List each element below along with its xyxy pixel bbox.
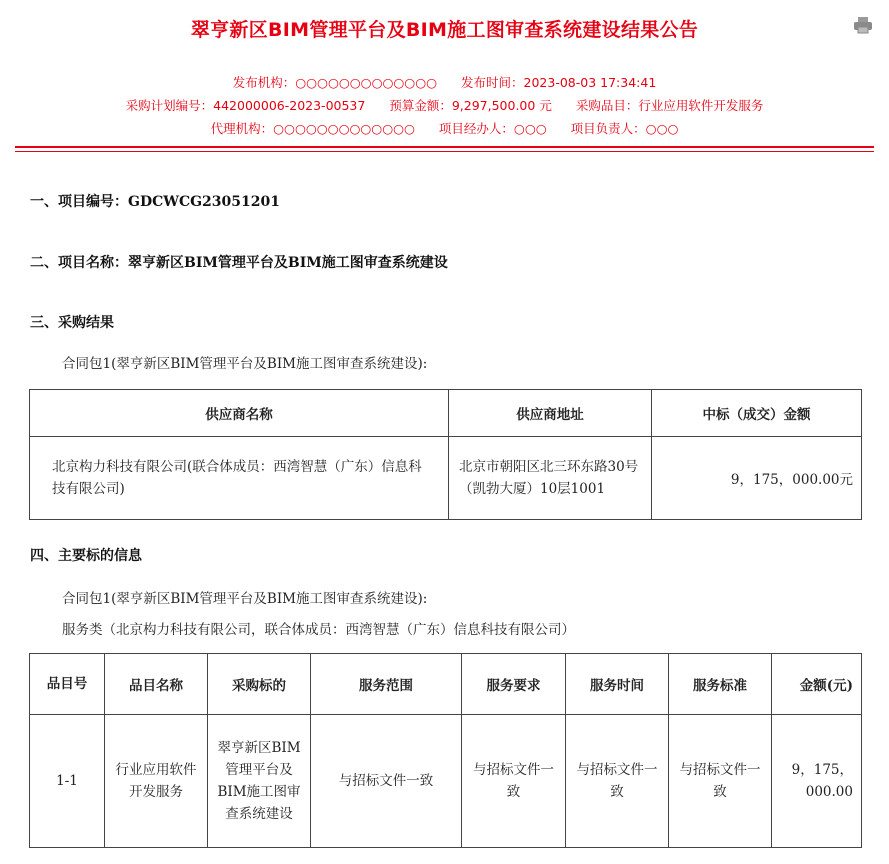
printer-icon[interactable] bbox=[853, 16, 873, 34]
item-time-cell: 与招标文件一致 bbox=[566, 715, 669, 848]
meta-row-2 bbox=[0, 96, 889, 114]
meta-row-1 bbox=[0, 73, 889, 91]
header-divider-thin bbox=[15, 151, 874, 152]
section-project-name: 二、项目名称：翠亨新区BIM管理平台及BIM施工图审查系统建设 bbox=[30, 255, 448, 271]
table-row bbox=[30, 715, 862, 848]
budget-info: 预算金额：9,297,500.00 元 bbox=[389, 98, 552, 113]
publisher-info: 发布机构：○○○○○○○○○○○○○ bbox=[232, 75, 438, 90]
table-header-row bbox=[30, 654, 862, 715]
header-item-name: 品目名称 bbox=[105, 654, 208, 715]
section-project-no: 一、项目编号：GDCWCG23051201 bbox=[30, 194, 280, 210]
page-title: 翠亨新区BIM管理平台及BIM施工图审查系统建设结果公告 bbox=[190, 19, 699, 41]
header-standard: 服务标准 bbox=[669, 654, 772, 715]
owner-info: 项目负责人：○○○ bbox=[570, 121, 679, 136]
header-requirement: 服务要求 bbox=[462, 654, 566, 715]
publish-time-info: 发布时间：2023-08-03 17:34:41 bbox=[461, 75, 657, 90]
section-main-items: 四、主要标的信息 bbox=[30, 548, 142, 564]
header-divider bbox=[15, 146, 874, 148]
header-target: 采购标的 bbox=[208, 654, 311, 715]
section-result: 三、采购结果 bbox=[30, 315, 114, 331]
items-package-label: 合同包1(翠亨新区BIM管理平台及BIM施工图审查系统建设): bbox=[62, 591, 428, 607]
item-standard-cell: 与招标文件一致 bbox=[669, 715, 772, 848]
item-category-info: 采购品目：行业应用软件开发服务 bbox=[575, 98, 764, 113]
header-scope: 服务范围 bbox=[311, 654, 462, 715]
items-table bbox=[29, 653, 862, 848]
bid-amount-cell: 9，175，000.00元 bbox=[652, 437, 862, 520]
item-no-cell: 1-1 bbox=[30, 715, 105, 848]
meta-row-3 bbox=[0, 119, 889, 137]
header-supplier-address: 供应商地址 bbox=[449, 390, 652, 437]
supplier-name-cell: 北京构力科技有限公司(联合体成员：西湾智慧（广东）信息科技有限公司) bbox=[30, 437, 449, 520]
header-item-no: 品目号 bbox=[30, 654, 105, 715]
item-scope-cell: 与招标文件一致 bbox=[311, 715, 462, 848]
header-amount: 金额(元) bbox=[772, 654, 862, 715]
item-amount-cell: 9，175，000.00 bbox=[772, 715, 862, 848]
result-table bbox=[29, 389, 862, 520]
supplier-address-cell: 北京市朝阳区北三环东路30号（凯勃大厦）10层1001 bbox=[449, 437, 652, 520]
result-package-label: 合同包1(翠亨新区BIM管理平台及BIM施工图审查系统建设): bbox=[62, 356, 428, 372]
handler-info: 项目经办人：○○○ bbox=[438, 121, 547, 136]
header-time: 服务时间 bbox=[566, 654, 669, 715]
item-requirement-cell: 与招标文件一致 bbox=[462, 715, 566, 848]
items-service-label: 服务类（北京构力科技有限公司，联合体成员：西湾智慧（广东）信息科技有限公司） bbox=[62, 622, 575, 638]
item-name-cell: 行业应用软件开发服务 bbox=[105, 715, 208, 848]
table-row bbox=[30, 437, 862, 520]
table-header-row bbox=[30, 390, 862, 437]
agency-info: 代理机构：○○○○○○○○○○○○○ bbox=[210, 121, 415, 136]
plan-no-info: 采购计划编号：442000006-2023-00537 bbox=[125, 98, 366, 113]
header-supplier-name: 供应商名称 bbox=[30, 390, 449, 437]
header-bid-amount: 中标（成交）金额 bbox=[652, 390, 862, 437]
item-target-cell: 翠亨新区BIM管理平台及BIM施工图审查系统建设 bbox=[208, 715, 311, 848]
